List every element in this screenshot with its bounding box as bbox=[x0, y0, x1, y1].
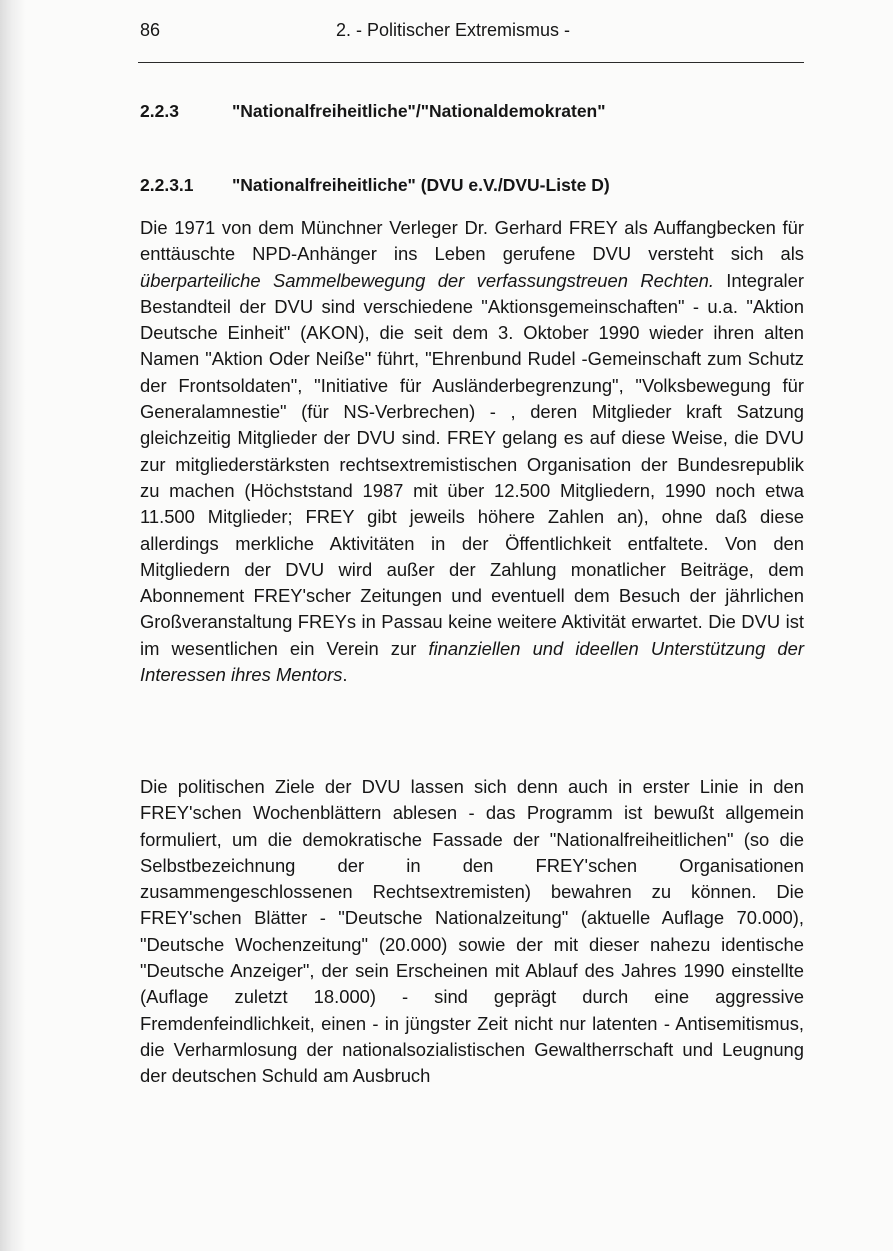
scan-gutter-shadow bbox=[0, 0, 26, 1251]
body-paragraph-1 bbox=[140, 215, 804, 688]
subsection-heading bbox=[140, 175, 804, 196]
section-number: 2.2.3 bbox=[140, 101, 179, 121]
subsection-number: 2.2.3.1 bbox=[140, 175, 194, 195]
body-paragraph-2 bbox=[140, 774, 804, 1090]
paragraph-1-text-c: . bbox=[342, 664, 348, 686]
paragraph-1-italic-a: überparteiliche Sammelbewegung der verfassungstreuen Rechten. bbox=[140, 269, 714, 291]
paragraph-1-text-a: Die 1971 von dem Münchner Verleger Dr. Gerhard FREY als Auffangbecken für enttäuschte NPD-Anhänger ins Leben gerufene DVU versteht sich als bbox=[140, 217, 804, 265]
paragraph-1-text-b: Integraler Bestandteil der DVU sind verschiedene "Aktionsgemeinschaften" - u.a. "Aktion Deutsche Einheit" (AKON), die seit dem 3. Oktober 1990 wieder ihren alten Namen "Aktion Oder Neiße" führt, "Ehrenbund Rudel -Gemeinschaft zum Schutz der Frontsoldaten", "Initiative für Ausländerbegrenzung", "Volksbewegung für Generalamnestie" (für NS-Verbrechen) - , deren Mitglieder kraft Satzung gleichzeitig Mitglieder der DVU sind. FREY gelang es auf diese Weise, die DVU zur mitgliederstärksten rechtsextremistischen Organisation der Bundesrepublik zu machen (Höchststand 1987 mit über 12.500 Mitgliedern, 1990 noch etwa 11.500 Mitglieder; FREY gibt jeweils höhere Zahlen an), ohne daß diese allerdings merkliche Aktivitäten in der Öffentlichkeit entfaltete. Von den Mitgliedern der DVU wird außer der Zahlung monatlicher Beiträge, dem Abonnement FREY'scher Zeitungen und eventuell dem Besuch der jährlichen Großveranstaltung FREYs in Passau keine weitere Aktivität erwartet. Die DVU ist im wesentlichen ein Verein zur bbox=[140, 269, 804, 659]
section-heading bbox=[140, 101, 804, 122]
header-rule bbox=[138, 62, 804, 63]
paragraph-2-text: Die politischen Ziele der DVU lassen sich denn auch in erster Linie in den FREY'schen Wochenblättern ablesen - das Programm ist bewußt allgemein formuliert, um die demokratische Fassade der "Nationalfreiheitlichen" (so die Selbstbezeichnung der in den FREY'schen Organisationen zusammengeschlossenen Rechtsextremisten) bewahren zu können. Die FREY'schen Blätter - "Deutsche Nationalzeitung" (aktuelle Auflage 70.000), "Deutsche Wochenzeitung" (20.000) sowie der mit dieser nahezu identische "Deutsche Anzeiger", der sein Erscheinen mit Ablauf des Jahres 1990 einstellte (Auflage zuletzt 18.000) - sind geprägt durch eine aggressive Fremdenfeindlichkeit, einen - in jüngster Zeit nicht nur latenten - Antisemitismus, die Verharmlosung der nationalsozialistischen Gewaltherrschaft und Leugnung der deutschen Schuld am Ausbruch bbox=[140, 776, 804, 1087]
subsection-title: "Nationalfreiheitliche" (DVU e.V./DVU-Liste D) bbox=[232, 175, 610, 195]
page-header bbox=[140, 14, 804, 54]
running-title: 2. - Politischer Extremismus - bbox=[336, 20, 571, 40]
section-title: "Nationalfreiheitliche"/"Nationaldemokraten" bbox=[232, 101, 606, 121]
paragraph-1-italic-b: finanziellen und ideellen Unterstützung der Interessen ihres Mentors bbox=[140, 637, 805, 686]
page-number: 86 bbox=[140, 20, 161, 40]
